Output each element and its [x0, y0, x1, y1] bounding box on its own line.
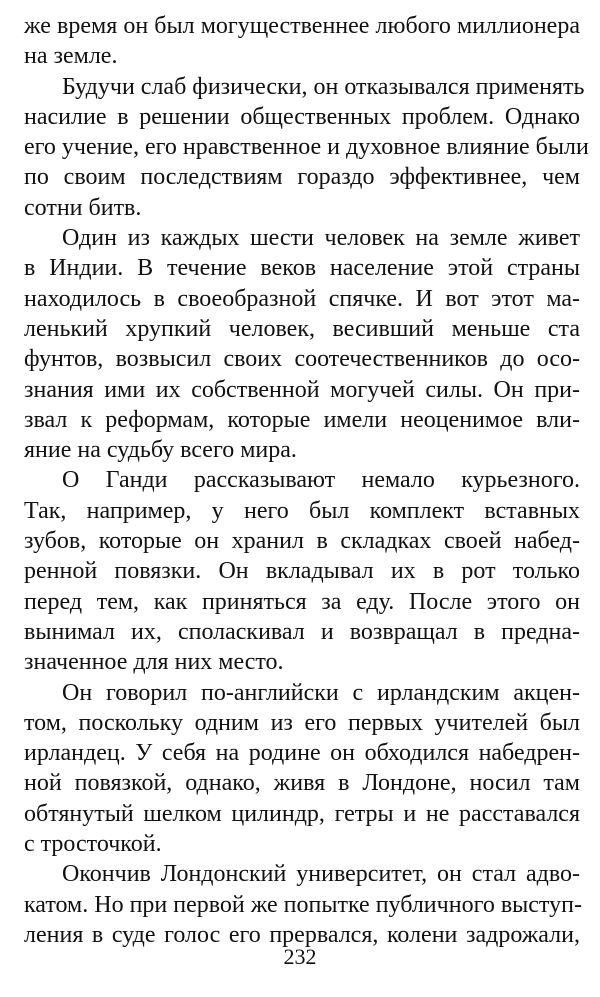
- paragraph: [24, 465, 580, 677]
- text-line: зубов, которые он хранил в складках своей набед-: [24, 528, 580, 555]
- text-line: перед тем, как приняться за еду. После этого он: [24, 588, 580, 615]
- text-line: фунтов, возвысил своих соотечественников до осо-: [24, 346, 580, 373]
- text-line: обтянутый шелком цилиндр, гетры и не расставался: [24, 800, 580, 827]
- text-line: катом. Но при первой же попытке публичного выступ-: [24, 891, 582, 918]
- text-line: звал к реформам, которые имели неоценимое вли-: [24, 406, 580, 433]
- text-line: ления в суде голос его прервался, колени задрожали,: [24, 921, 580, 948]
- paragraph: [24, 72, 589, 223]
- text-line: ной повязкой, однако, живя в Лондоне, носил там: [24, 770, 580, 797]
- text-line: Так, например, у него был комплект вставных: [24, 497, 580, 524]
- text-line: на земле.: [24, 43, 118, 70]
- paragraph: [24, 678, 580, 860]
- text-line: Окончив Лондонский университет, он стал адво-: [62, 861, 580, 888]
- text-line: сотни битв.: [24, 194, 142, 221]
- text-line: по своим последствиям гораздо эффективнее, чем: [24, 164, 580, 191]
- text-line: Он говорил по-английски с ирландским акцен-: [62, 679, 580, 706]
- text-line: ленький хрупкий человек, весивший меньше ста: [24, 315, 580, 342]
- text-line: Будучи слаб физически, он отказывался применять: [62, 73, 585, 100]
- text-line: знания ими их собственной могучей силы. Он при-: [24, 376, 580, 403]
- text-line: Один из каждых шести человек на земле живет: [62, 225, 580, 252]
- text-line: том, поскольку одним из его первых учителей был: [24, 709, 580, 736]
- page-number: 232: [283, 944, 317, 969]
- text-line: его учение, его нравственное и духовное влияние были: [24, 134, 589, 161]
- text-line: яние на судьбу всего мира.: [24, 437, 297, 464]
- text-line: находилось в своеобразной спячке. И вот этот ма-: [24, 285, 580, 312]
- text-line: значенное для них место.: [24, 649, 284, 676]
- paragraph: [24, 223, 580, 465]
- paragraph: [24, 11, 580, 72]
- text-line: с тросточкой.: [24, 831, 162, 858]
- text-line: же время он был могущественнее любого миллионера: [24, 13, 580, 39]
- text-line: О Ганди рассказывают немало курьезного.: [62, 467, 580, 494]
- text-line: ирландец. У себя на родине он обходился набедрен-: [24, 740, 580, 767]
- page-body: [24, 11, 589, 950]
- text-line: ренной повязки. Он вкладывал их в рот только: [24, 558, 580, 585]
- text-line: в Индии. В течение веков население этой страны: [24, 255, 580, 282]
- text-line: насилие в решении общественных проблем. Однако: [24, 103, 580, 130]
- text-line: вынимал их, споласкивал и возвращал в предна-: [24, 618, 580, 645]
- paragraph: [24, 859, 580, 950]
